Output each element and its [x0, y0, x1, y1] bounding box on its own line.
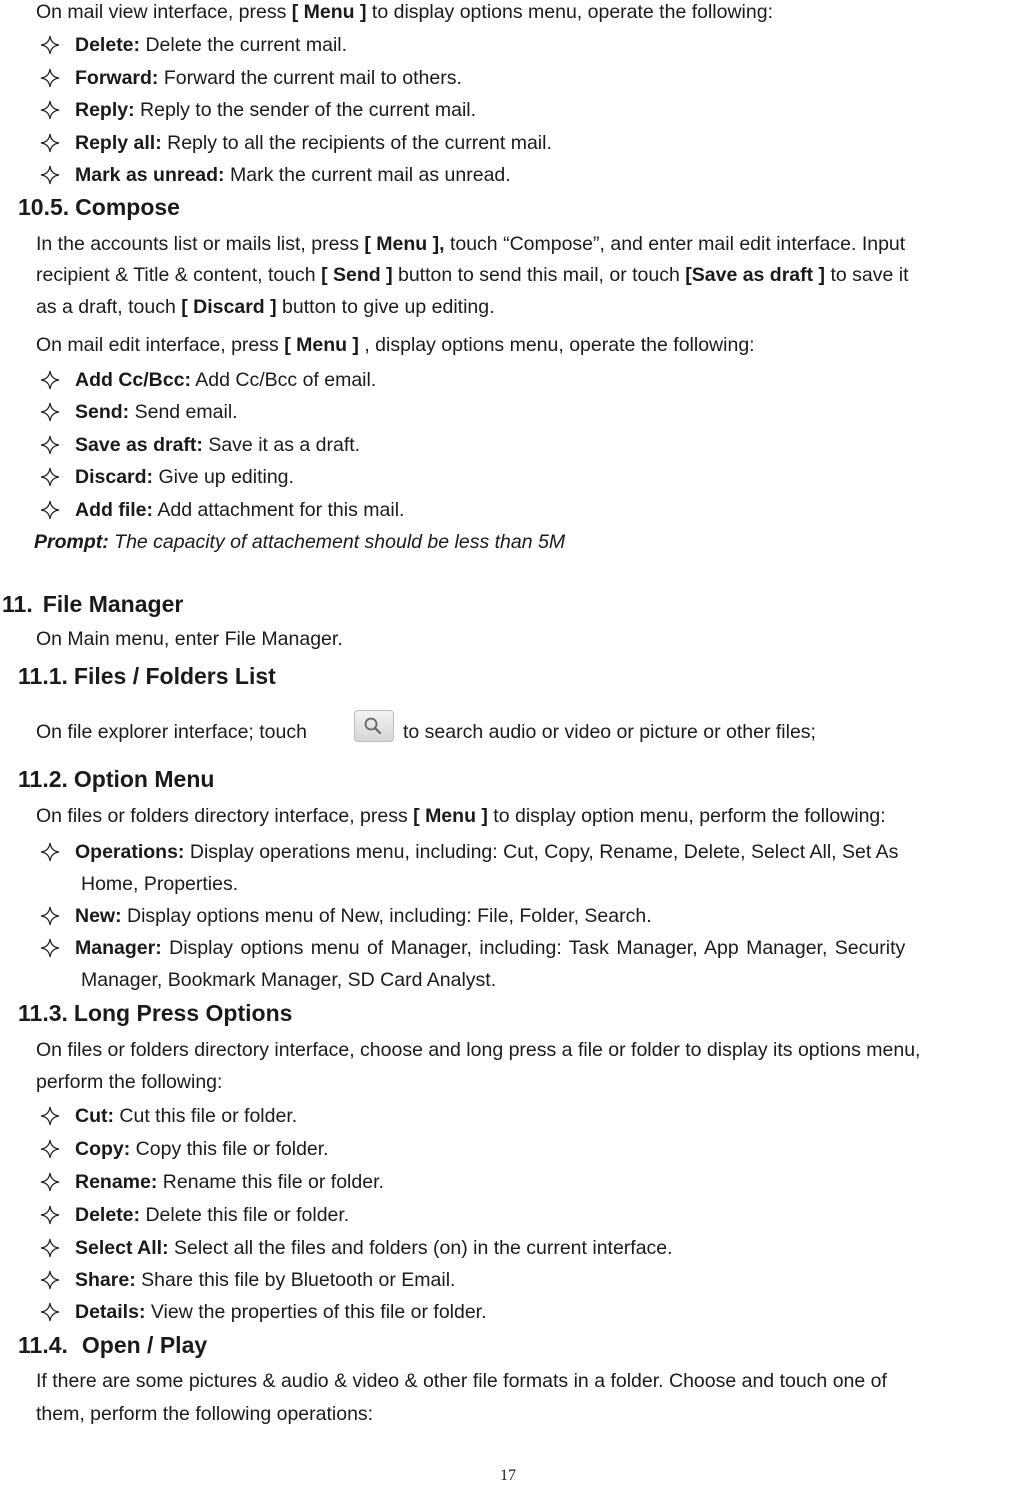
diamond-bullet-icon — [40, 165, 60, 185]
section-heading-option-menu: 11.2. Option Menu — [18, 766, 215, 792]
compose-paragraph-line: recipient & Title & content, touch [ Send ] button to send this mail, or touch [Save as draft ] to save it — [36, 264, 909, 286]
mail-view-intro: On mail view interface, press [ Menu ] to display options menu, operate the following: — [36, 1, 774, 23]
diamond-bullet-icon — [40, 1238, 60, 1258]
chapter-heading-file-manager: 11. File Manager — [2, 591, 184, 617]
section-heading-compose: 10.5. Compose — [18, 194, 180, 220]
page-number: 17 — [500, 1467, 516, 1484]
diamond-bullet-icon — [40, 35, 60, 55]
compose-paragraph-line: as a draft, touch [ Discard ] button to give up editing. — [36, 296, 495, 318]
diamond-bullet-icon — [40, 1302, 60, 1322]
long-press-intro: On files or folders directory interface, choose and long press a file or folder to display its options menu, — [36, 1039, 921, 1061]
section-heading-long-press-options: 11.3. Long Press Options — [18, 1000, 293, 1026]
section-heading-open-play: 11.4. Open / Play — [18, 1332, 208, 1358]
diamond-bullet-icon — [40, 500, 60, 520]
diamond-bullet-icon — [40, 435, 60, 455]
search-button[interactable] — [354, 710, 394, 742]
diamond-bullet-icon — [40, 1172, 60, 1192]
diamond-bullet-icon — [40, 1205, 60, 1225]
diamond-bullet-icon — [40, 842, 60, 862]
long-press-intro: perform the following: — [36, 1071, 223, 1093]
search-icon — [355, 711, 393, 741]
section-heading-files-folders-list: 11.1. Files / Folders List — [18, 663, 276, 689]
open-play-paragraph: If there are some pictures & audio & video & other file formats in a folder. Choose and touch one of — [36, 1370, 887, 1392]
prompt-note: Prompt: The capacity of attachement should be less than 5M — [34, 531, 566, 553]
diamond-bullet-icon — [40, 1106, 60, 1126]
diamond-bullet-icon — [40, 68, 60, 88]
diamond-bullet-icon — [40, 467, 60, 487]
list-item-continuation: Home, Properties. — [81, 873, 239, 895]
diamond-bullet-icon — [40, 906, 60, 926]
diamond-bullet-icon — [40, 402, 60, 422]
diamond-bullet-icon — [40, 100, 60, 120]
file-manager-intro: On Main menu, enter File Manager. — [36, 628, 343, 650]
compose-paragraph-line: On mail edit interface, press [ Menu ] , display options menu, operate the following: — [36, 334, 755, 356]
diamond-bullet-icon — [40, 133, 60, 153]
open-play-paragraph: them, perform the following operations: — [36, 1403, 374, 1425]
diamond-bullet-icon — [40, 1270, 60, 1290]
diamond-bullet-icon — [40, 1139, 60, 1159]
option-menu-intro: On files or folders directory interface, press [ Menu ] to display option menu, perform the following: — [36, 805, 886, 827]
diamond-bullet-icon — [40, 938, 60, 958]
diamond-bullet-icon — [40, 370, 60, 390]
files-list-text-before: On file explorer interface; touch — [36, 721, 307, 743]
compose-paragraph-line: In the accounts list or mails list, press [ Menu ], touch “Compose”, and enter mail edit interface. Input — [36, 233, 906, 255]
files-list-text-after: to search audio or video or picture or other files; — [403, 721, 816, 743]
list-item-continuation: Manager, Bookmark Manager, SD Card Analyst. — [81, 969, 497, 991]
